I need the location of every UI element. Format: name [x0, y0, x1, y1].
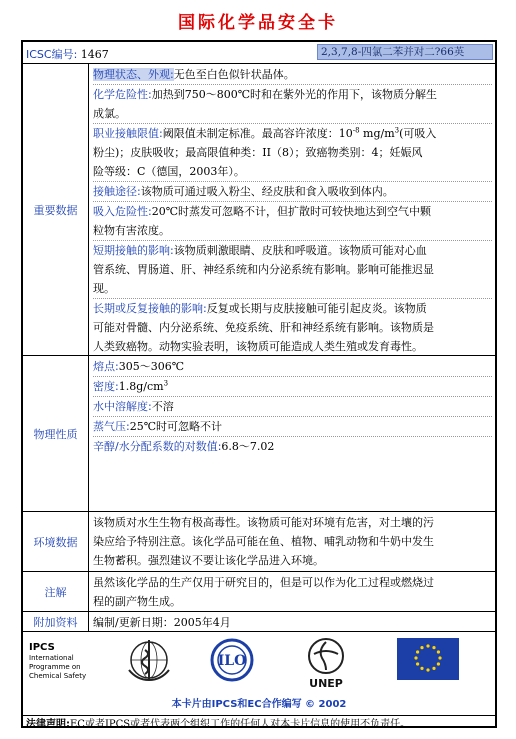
additional-row — [23, 612, 495, 632]
icsc-label: ICSC编号: — [26, 48, 78, 61]
important-data-row — [23, 64, 495, 356]
long-term-l2: 可能对骨髓、内分泌系统、免疫系统、肝和神经系统有影响。该物质是 — [93, 321, 434, 334]
unep-letters: UNEP — [309, 677, 343, 690]
page-title: 国际化学品安全卡 — [178, 13, 338, 33]
exposure-route-kw: 接触途径: — [93, 185, 141, 198]
header-row — [23, 42, 495, 64]
logos-row — [23, 632, 495, 716]
environment-label: 环境数据 — [23, 512, 89, 571]
physical-state-text: 无色至白色似针状晶体。 — [173, 68, 295, 81]
notes-label: 注解 — [23, 572, 89, 611]
exposure-route-text: 该物质可通过吸入粉尘、经皮肤和食入吸收到体内。 — [140, 185, 394, 198]
short-term-l3: 现。 — [93, 282, 115, 295]
solubility-kw: 水中溶解度: — [93, 400, 152, 413]
short-term-l2: 管系统、胃肠道、肝、神经系统和内分泌系统有影响。影响可能推迟显 — [93, 263, 434, 276]
legal-row — [23, 716, 495, 730]
ipcs-line1: International — [29, 654, 74, 662]
copyright-line: 本卡片由IPCS和EC合作编写 © 2002 — [171, 699, 347, 710]
density-sup: 3 — [163, 379, 169, 388]
notes-l1: 虽然该化学品的生产仅用于研究目的，但是可以作为化工过程或燃烧过 — [93, 576, 434, 589]
physical-props-row — [23, 356, 495, 512]
exposure-limits-sup: -8 — [352, 126, 360, 135]
additional-label: 附加资料 — [23, 612, 89, 631]
environment-content — [90, 512, 495, 571]
notes-content — [90, 572, 495, 611]
icsc-number — [26, 46, 109, 62]
melting-text: 305～306℃ — [118, 360, 185, 373]
exposure-limits-l1c: (可吸入 — [399, 127, 437, 140]
environment-row — [23, 512, 495, 572]
ipcs-logo — [29, 642, 86, 681]
density-kw: 密度: — [93, 380, 119, 393]
notes-l2: 程的副产物生成。 — [93, 595, 181, 608]
exposure-limits-l1b: mg/m — [359, 127, 395, 140]
vapor-text: 25℃时可忽略不计 — [129, 420, 223, 433]
chemical-hazard-l2: 成氯。 — [93, 107, 126, 120]
long-term-l3: 人类致癌物。动物实验表明，该物质可能造成人类生殖或发育毒性。 — [93, 340, 423, 353]
ipcs-abbr: IPCS — [29, 642, 55, 653]
legal-notice — [26, 715, 410, 730]
important-data-content — [90, 64, 495, 355]
chemical-hazard-l1: 加热到750～800℃时和在紫外光的作用下，该物质分解生 — [151, 88, 438, 101]
exposure-limits-sup2: 3 — [394, 126, 400, 135]
icsc-value: 1467 — [80, 48, 109, 61]
additional-content — [90, 612, 495, 631]
legal-kw: 法律声明: — [26, 719, 70, 730]
environment-l3: 生物蓄积。强烈建议不要让该化学品进入环境。 — [93, 554, 324, 567]
short-term-kw: 短期接触的影响: — [93, 244, 174, 257]
additional-text: 编制/更新日期：2005年4月 — [93, 616, 231, 629]
melting-kw: 熔点: — [93, 360, 119, 373]
exposure-limits-l1a: 阈限值未制定标准。最高容许浓度：10 — [162, 127, 353, 140]
vapor-kw: 蒸气压: — [93, 420, 130, 433]
environment-l1: 该物质对水生生物有极高毒性。该物质可能对环境有危害，对土壤的污 — [93, 516, 434, 529]
unep-emblem-icon — [300, 636, 352, 692]
ipcs-line3: Chemical Safety — [29, 672, 87, 680]
chemical-hazard-kw: 化学危险性: — [93, 88, 152, 101]
eu-flag-icon — [397, 638, 459, 680]
safety-card — [21, 40, 497, 728]
ilo-letters: ILO — [217, 653, 247, 669]
logos-area — [23, 632, 495, 716]
physical-state-kw: 物理状态、外观: — [93, 68, 174, 81]
inhalation-kw: 吸入危险性: — [93, 205, 152, 218]
physical-props-label: 物理性质 — [23, 356, 89, 511]
inhalation-l2: 粒物有害浓度。 — [93, 224, 170, 237]
physical-props-content — [90, 356, 495, 511]
long-term-kw: 长期或反复接触的影响: — [93, 302, 207, 315]
ipcs-line2: Programme on — [29, 663, 81, 671]
ilo-emblem-icon — [206, 636, 258, 686]
solubility-text: 不溶 — [151, 400, 174, 413]
exposure-limits-l3: 险等级：C（德国，2003年）。 — [93, 165, 245, 178]
exposure-limits-l2: 粉尘)；皮肤吸收；最高限值种类：II（8）；致癌物类别：4；妊娠风 — [93, 146, 423, 159]
legal-text: EC或者IPCS或者代表两个组织工作的任何人对本卡片信息的使用不负责任。 — [70, 719, 411, 730]
important-data-label: 重要数据 — [23, 64, 89, 355]
long-term-l1: 反复或长期与皮肤接触可能引起皮炎。该物质 — [206, 302, 427, 315]
exposure-limits-kw: 职业接触限值: — [93, 127, 163, 140]
logkow-text: 6.8～7.02 — [221, 440, 275, 453]
notes-row — [23, 572, 495, 612]
logkow-kw: 辛醇/水分配系数的对数值: — [93, 440, 222, 453]
short-term-l1: 该物质刺激眼睛、皮肤和呼吸道。该物质可能对心血 — [173, 244, 427, 257]
inhalation-l1: 20℃时蒸发可忽略不计，但扩散时可较快地达到空气中颗 — [151, 205, 432, 218]
density-text: 1.8g/cm — [118, 380, 164, 393]
who-emblem-icon — [123, 636, 175, 686]
compound-name-field[interactable]: 2,3,7,8-四氯二苯并对二?66英 — [317, 44, 493, 60]
environment-l2: 染应给予特别注意。该化学品可能在鱼、植物、哺乳动物和牛奶中发生 — [93, 535, 434, 548]
